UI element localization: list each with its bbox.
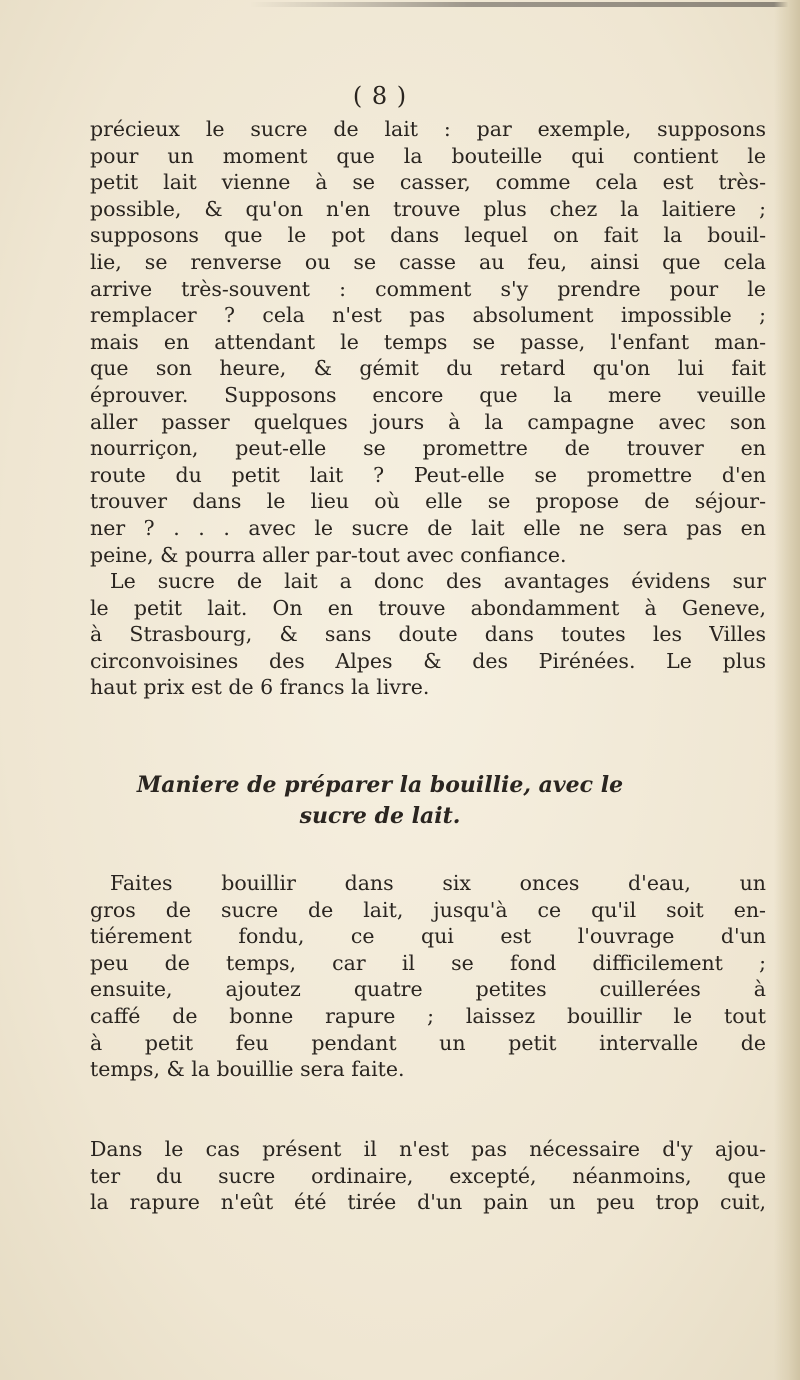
text-line: Faites bouillir dans six onces d'eau, un: [110, 871, 766, 895]
text-line: Le sucre de lait a donc des avantages évidens sur: [110, 569, 766, 594]
text-line: peu de temps, car il se fond difficilement ;: [90, 950, 766, 975]
text-line: arrive très-souvent : comment s'y prendre pour le: [90, 276, 766, 301]
text-line: remplacer ? cela n'est pas absolument impossible ;: [90, 303, 766, 328]
paragraph-2: [90, 870, 766, 1083]
text-line: Dans le cas présent il n'est pas nécessaire d'y ajou-: [90, 1137, 766, 1161]
text-line: lie, se renverse ou se casse au feu, ainsi que cela: [90, 249, 766, 274]
text-line: haut prix est de 6 francs la livre.: [90, 675, 430, 700]
text-line: à Strasbourg, & sans doute dans toutes les Villes: [90, 622, 766, 647]
text-line: mais en attendant le temps se passe, l'enfant man-: [90, 329, 766, 354]
text-line: petit lait vienne à se casser, comme cela est très-: [90, 170, 766, 195]
text-line: caffé de bonne rapure ; laissez bouillir le tout: [90, 1003, 766, 1028]
text-line: le petit lait. On en trouve abondamment à Geneve,: [90, 595, 766, 620]
text-line: précieux le sucre de lait : par exemple, supposons: [90, 117, 766, 141]
page-number: ( 8 ): [352, 82, 408, 110]
text-line: que son heure, & gémit du retard qu'on lui fait: [90, 356, 766, 381]
text-line: ner ? . . . avec le sucre de lait elle ne sera pas en: [90, 515, 766, 540]
text-line: la rapure n'eût été tirée d'un pain un peu trop cuit,: [90, 1190, 766, 1215]
text-line: à petit feu pendant un petit intervalle de: [90, 1030, 766, 1055]
paragraph-3: [90, 1136, 766, 1216]
text-line: route du petit lait ? Peut-elle se promettre d'en: [90, 462, 766, 487]
section-heading-line-1: Maniere de préparer la bouillie, avec le: [136, 772, 624, 798]
text-line: circonvoisines des Alpes & des Pirénées. Le plus: [90, 648, 766, 673]
paragraph-1: [90, 116, 766, 701]
text-line: éprouver. Supposons encore que la mere veuille: [90, 382, 766, 407]
text-line: aller passer quelques jours à la campagne avec son: [90, 409, 766, 434]
text-line: ter du sucre ordinaire, excepté, néanmoins, que: [90, 1163, 766, 1188]
text-line: tiérement fondu, ce qui est l'ouvrage d'un: [90, 924, 766, 949]
text-line: supposons que le pot dans lequel on fait la bouil-: [90, 223, 766, 248]
page-right-edge-shadow: [774, 0, 800, 1380]
text-line: possible, & qu'on n'en trouve plus chez la laitiere ;: [90, 196, 766, 221]
text-line: ensuite, ajoutez quatre petites cuillerées à: [90, 977, 766, 1002]
text-line: gros de sucre de lait, jusqu'à ce qu'il soit en-: [90, 897, 766, 922]
text-line: temps, & la bouillie sera faite.: [90, 1057, 405, 1082]
section-heading-line-2: sucre de lait.: [299, 803, 461, 829]
page-top-edge-shadow: [250, 2, 800, 7]
text-line: peine, & pourra aller par-tout avec confiance.: [90, 542, 567, 567]
text-line: trouver dans le lieu où elle se propose de séjour-: [90, 489, 766, 514]
text-line: nourriçon, peut-elle se promettre de trouver en: [90, 436, 766, 461]
text-line: pour un moment que la bouteille qui contient le: [90, 143, 766, 168]
